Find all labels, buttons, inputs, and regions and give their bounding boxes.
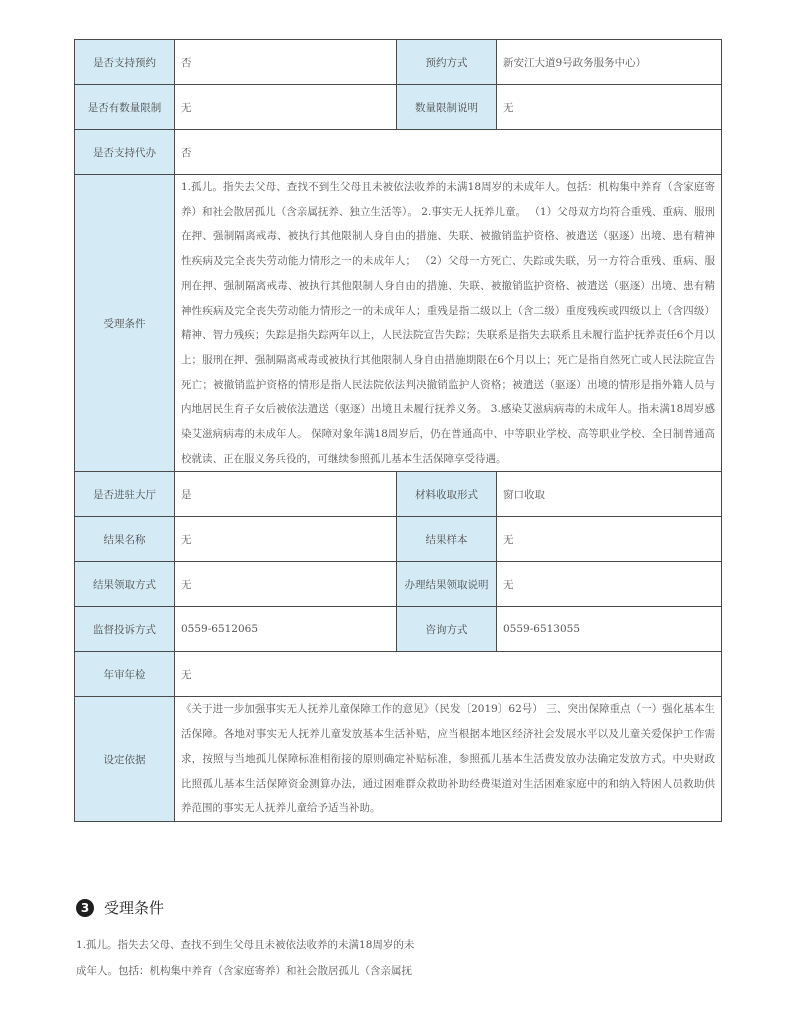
row-basis bbox=[75, 697, 722, 822]
row-proxy bbox=[75, 130, 722, 175]
value-supervision: 0559-6512065 bbox=[175, 607, 397, 652]
label-result-sample: 结果样本 bbox=[397, 517, 497, 562]
value-proxy: 否 bbox=[175, 130, 722, 175]
value-appointment-method: 新安江大道9号政务服务中心） bbox=[497, 40, 722, 85]
section-number-badge: 3 bbox=[76, 899, 94, 917]
row-quantity-limit bbox=[75, 85, 722, 130]
row-supervision bbox=[75, 607, 722, 652]
value-conditions: 1.孤儿。指失去父母、查找不到生父母且未被依法收养的未满18周岁的未成年人。包括：机构集中养育（含家庭寄养）和社会散居孤儿（含亲属抚养、独立生活等）。 2.事实无人抚养儿童。 （1）父母双方均符合重残、重病、服刑在押、强制隔离戒毒、被执行其他限制人身自由的措施、失联、被撤销监护资格、被遣送（驱逐）出境、患有精神性疾病及完全丧失劳动能力情形之一的未成年人； （2）父母一方死亡、失踪或失联，另一方符合重残、重病、服刑在押、强制隔离戒毒、被执行其他限制人身自由的措施、失联、被撤销监护资格、被遣送（驱逐）出境、患有精神性疾病及完全丧失劳动能力情形之一的未成年人；重残是指二级以上（含二级）重度残疾或四级以上（含四级）精神、智力残疾；失踪是指失踪两年以上，人民法院宣告失踪；失联系是指失去联系且未履行监护抚养责任6个月以上；服刑在押、强制隔离戒毒或被执行其他限制人身自由措施期限在6个月以上；死亡是指自然死亡或人民法院宣告死亡；被撤销监护资格的情形是指人民法院依法判决撤销监护人资格；被遣送（驱逐）出境的情形是指外籍人员与内地居民生育子女后被依法遣送（驱逐）出境且未履行抚养义务。 3.感染艾滋病病毒的未成年人。指未满18周岁感染艾滋病病毒的未成年人。 保障对象年满18周岁后，仍在普通高中、中等职业学校、高等职业学校、全日制普通高校就读、正在服义务兵役的，可继续参照孤儿基本生活保障享受待遇。 bbox=[175, 175, 722, 472]
row-conditions bbox=[75, 175, 722, 472]
label-proxy: 是否支持代办 bbox=[75, 130, 175, 175]
label-result-pickup-note: 办理结果领取说明 bbox=[397, 562, 497, 607]
label-annual: 年审年检 bbox=[75, 652, 175, 697]
label-quantity-note: 数量限制说明 bbox=[397, 85, 497, 130]
value-quantity-note: 无 bbox=[497, 85, 722, 130]
section-body bbox=[76, 932, 476, 984]
label-basis: 设定依据 bbox=[75, 697, 175, 822]
section-heading bbox=[76, 897, 164, 918]
value-consultation: 0559-6513055 bbox=[497, 607, 722, 652]
value-result-sample: 无 bbox=[497, 517, 722, 562]
label-material-form: 材料收取形式 bbox=[397, 472, 497, 517]
value-annual: 无 bbox=[175, 652, 722, 697]
section-title: 受理条件 bbox=[104, 899, 165, 917]
value-result-name: 无 bbox=[175, 517, 397, 562]
row-result bbox=[75, 517, 722, 562]
value-quantity-limit: 无 bbox=[175, 85, 397, 130]
section-line: 成年人。包括：机构集中养育（含家庭寄养）和社会散居孤儿（含亲属抚 bbox=[76, 965, 412, 977]
service-info-table bbox=[74, 39, 722, 822]
row-hall bbox=[75, 472, 722, 517]
value-result-pickup: 无 bbox=[175, 562, 397, 607]
label-quantity-limit: 是否有数量限制 bbox=[75, 85, 175, 130]
label-conditions: 受理条件 bbox=[75, 175, 175, 472]
label-appointment: 是否支持预约 bbox=[75, 40, 175, 85]
value-basis: 《关于进一步加强事实无人抚养儿童保障工作的意见》（民发〔2019〕62号） 三、突出保障重点（一）强化基本生活保障。各地对事实无人抚养儿童发放基本生活补贴，应当根据本地区经济社会发展水平以及儿童关爱保护工作需求，按照与当地孤儿保障标准相衔接的原则确定补贴标准，参照孤儿基本生活费发放办法确定发放方式。中央财政比照孤儿基本生活保障资金测算办法，通过困难群众救助补助经费渠道对生活困难家庭中的和纳入特困人员救助供养范围的事实无人抚养儿童给予适当补助。 bbox=[175, 697, 722, 822]
label-result-pickup: 结果领取方式 bbox=[75, 562, 175, 607]
label-supervision: 监督投诉方式 bbox=[75, 607, 175, 652]
label-appointment-method: 预约方式 bbox=[397, 40, 497, 85]
row-appointment bbox=[75, 40, 722, 85]
value-material-form: 窗口收取 bbox=[497, 472, 722, 517]
label-hall: 是否进驻大厅 bbox=[75, 472, 175, 517]
label-consultation: 咨询方式 bbox=[397, 607, 497, 652]
value-result-pickup-note: 无 bbox=[497, 562, 722, 607]
value-hall: 是 bbox=[175, 472, 397, 517]
row-result-pickup bbox=[75, 562, 722, 607]
label-result-name: 结果名称 bbox=[75, 517, 175, 562]
section-line: 1.孤儿。指失去父母、查找不到生父母且未被依法收养的未满18周岁的未 bbox=[76, 939, 415, 951]
row-annual bbox=[75, 652, 722, 697]
value-appointment: 否 bbox=[175, 40, 397, 85]
